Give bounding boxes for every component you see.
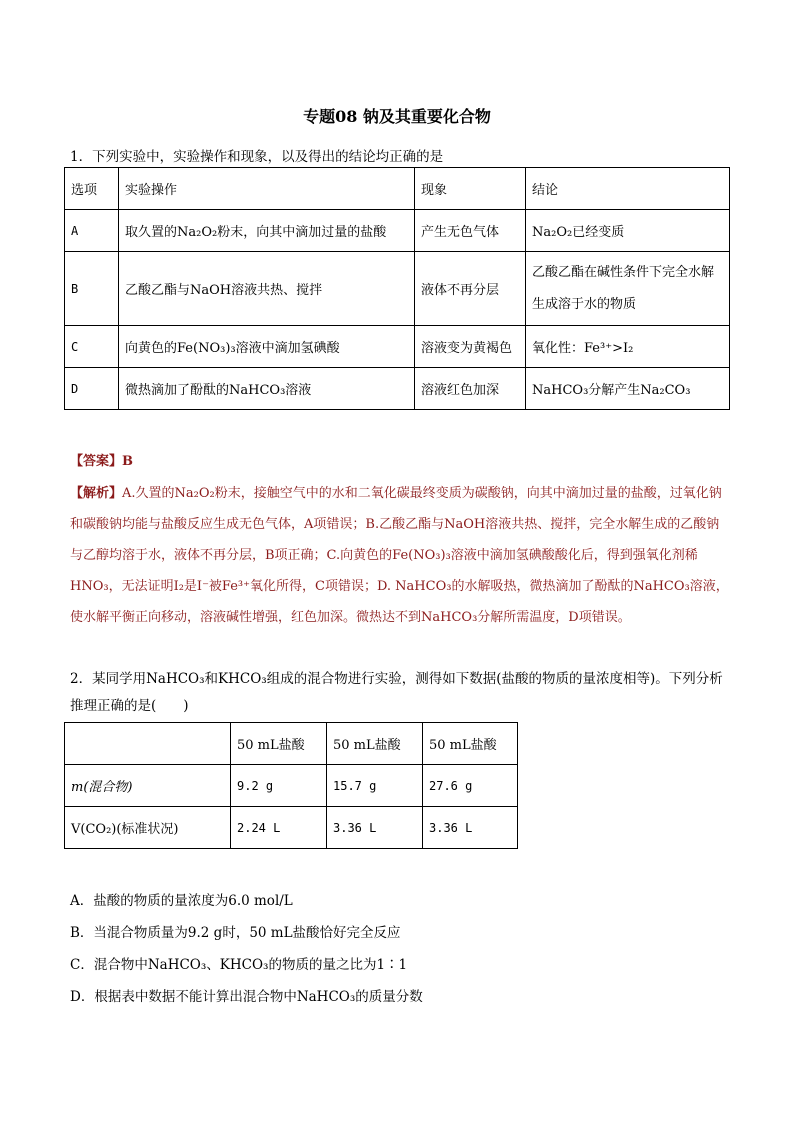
question-2-stem: 2．某同学用NaHCO₃和KHCO₃组成的混合物进行实验，测得如下数据(盐酸的物质的量浓度相等)。下列分析推理正确的是( ) bbox=[70, 671, 723, 714]
option-cell: D bbox=[65, 368, 119, 410]
option-a: A．盐酸的物质的量浓度为6.0 mol/L bbox=[70, 893, 293, 909]
header-cell: 50 mL盐酸 bbox=[423, 723, 518, 765]
option-c: C．混合物中NaHCO₃、KHCO₃的物质的量之比为1∶1 bbox=[70, 957, 408, 973]
question-1-table bbox=[64, 167, 730, 410]
conclusion-cell: NaHCO₃分解产生Na₂CO₃ bbox=[526, 368, 730, 410]
question-2-options bbox=[70, 885, 423, 1013]
page-title: 专题08 钠及其重要化合物 bbox=[303, 107, 491, 126]
value-cell: 27.6 g bbox=[423, 765, 518, 807]
header-cell bbox=[65, 723, 231, 765]
table-row bbox=[65, 326, 730, 368]
header-cell: 选项 bbox=[65, 168, 119, 210]
value-cell: 15.7 g bbox=[327, 765, 423, 807]
value-cell: 3.36 L bbox=[327, 807, 423, 849]
phenomenon-cell: 溶液变为黄褐色 bbox=[415, 326, 526, 368]
question-2-table bbox=[64, 722, 518, 849]
table-row bbox=[65, 368, 730, 410]
header-cell: 实验操作 bbox=[119, 168, 415, 210]
option-d: D．根据表中数据不能计算出混合物中NaHCO₃的质量分数 bbox=[70, 989, 423, 1005]
question-1-stem: 1．下列实验中，实验操作和现象，以及得出的结论均正确的是 bbox=[70, 149, 444, 165]
phenomenon-cell: 液体不再分层 bbox=[415, 252, 526, 326]
conclusion-cell: 乙酸乙酯在碱性条件下完全水解生成溶于水的物质 bbox=[526, 252, 730, 326]
answer-label: 【答案】 bbox=[70, 454, 123, 469]
value-cell: 2.24 L bbox=[231, 807, 327, 849]
analysis-label: 【解析】 bbox=[70, 486, 123, 501]
conclusion-cell: Na₂O₂已经变质 bbox=[526, 210, 730, 252]
table-row bbox=[65, 765, 518, 807]
row-label-cell: m(混合物) bbox=[65, 765, 231, 807]
table-row bbox=[65, 210, 730, 252]
operation-cell: 乙酸乙酯与NaOH溶液共热、搅拌 bbox=[119, 252, 415, 326]
conclusion-cell: 氧化性：Fe³⁺>I₂ bbox=[526, 326, 730, 368]
operation-cell: 取久置的Na₂O₂粉末，向其中滴加过量的盐酸 bbox=[119, 210, 415, 252]
header-cell: 现象 bbox=[415, 168, 526, 210]
answer-value: B bbox=[122, 454, 134, 469]
phenomenon-cell: 产生无色气体 bbox=[415, 210, 526, 252]
option-b: B．当混合物质量为9.2 g时，50 mL盐酸恰好完全反应 bbox=[70, 925, 401, 941]
header-cell: 结论 bbox=[526, 168, 730, 210]
header-cell: 50 mL盐酸 bbox=[327, 723, 423, 765]
table-row bbox=[65, 807, 518, 849]
option-cell: B bbox=[65, 252, 119, 326]
analysis-text: A.久置的Na₂O₂粉末，接触空气中的水和二氧化碳最终变质为碳酸钠，向其中滴加过量的盐酸，过氧化钠和碳酸钠均能与盐酸反应生成无色气体，A项错误；B.乙酸乙酯与NaOH溶液共热、搅拌，完全水解生成的乙酸钠与乙醇均溶于水，液体不再分层，B项正确；C.向黄色的Fe(NO₃)₃溶液中滴加氢碘酸酸化后，得到强氧化剂稀HNO₃，无法证明I₂是I⁻被Fe³⁺氧化所得，C项错误；D. NaHCO₃的水解吸热，微热滴加了酚酞的NaHCO₃溶液，使水解平衡正向移动，溶液碱性增强，红色加深。微热达不到NaHCO₃分解所需温度，D项错误。 bbox=[70, 486, 729, 625]
header-cell: 50 mL盐酸 bbox=[231, 723, 327, 765]
phenomenon-cell: 溶液红色加深 bbox=[415, 368, 526, 410]
operation-cell: 微热滴加了酚酞的NaHCO₃溶液 bbox=[119, 368, 415, 410]
option-cell: C bbox=[65, 326, 119, 368]
operation-cell: 向黄色的Fe(NO₃)₃溶液中滴加氢碘酸 bbox=[119, 326, 415, 368]
answer-line bbox=[70, 450, 133, 469]
row-label-cell: V(CO₂)(标准状况) bbox=[65, 807, 231, 849]
analysis-paragraph bbox=[70, 478, 730, 633]
value-cell: 3.36 L bbox=[423, 807, 518, 849]
table-header-row bbox=[65, 168, 730, 210]
table-row bbox=[65, 252, 730, 326]
value-cell: 9.2 g bbox=[231, 765, 327, 807]
table-header-row bbox=[65, 723, 518, 765]
option-cell: A bbox=[65, 210, 119, 252]
